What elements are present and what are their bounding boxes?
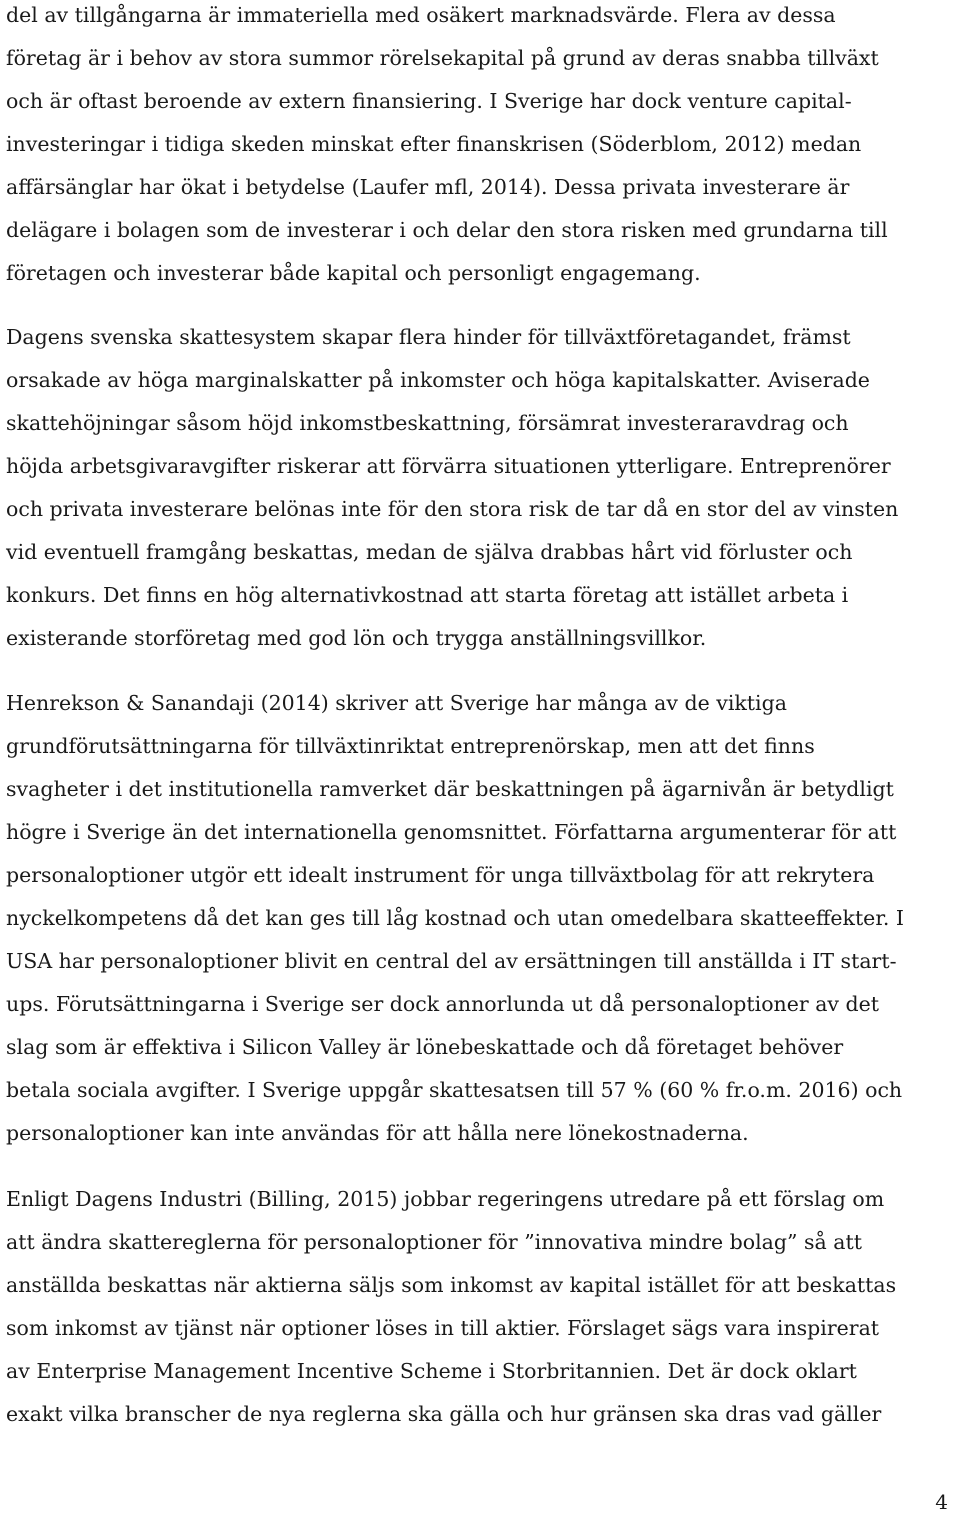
text-line: av Enterprise Management Incentive Scheme i Storbritannien. Det är dock oklart	[6, 1359, 857, 1383]
text-line: orsakade av höga marginalskatter på inkomster och höga kapitalskatter. Aviserade	[6, 368, 870, 392]
paragraph-tax-system	[6, 316, 954, 660]
text-line: höjda arbetsgivaravgifter riskerar att förvärra situationen ytterligare. Entreprenörer	[6, 454, 891, 478]
text-line: investeringar i tidiga skeden minskat efter finanskrisen (Söderblom, 2012) medan	[6, 132, 862, 156]
text-line: som inkomst av tjänst när optioner löses in till aktier. Förslaget sägs vara inspirerat	[6, 1316, 880, 1340]
text-line: personaloptioner utgör ett idealt instrument för unga tillväxtbolag för att rekrytera	[6, 863, 875, 887]
text-line: konkurs. Det finns en hög alternativkostnad att starta företag att istället arbeta i	[6, 583, 849, 607]
paragraph-henrekson-sanandaji	[6, 682, 954, 1155]
paragraph-venture-capital	[6, 0, 954, 295]
text-line: företag är i behov av stora summor rörelsekapital på grund av deras snabba tillväxt	[6, 46, 879, 70]
text-line: Dagens svenska skattesystem skapar flera hinder för tillväxtföretagandet, främst	[6, 325, 851, 349]
text-line: och privata investerare belönas inte för den stora risk de tar då en stor del av vinsten	[6, 497, 899, 521]
text-line: högre i Sverige än det internationella genomsnittet. Författarna argumenterar för att	[6, 820, 897, 844]
text-line: del av tillgångarna är immateriella med osäkert marknadsvärde. Flera av dessa	[6, 3, 836, 27]
text-line: ups. Förutsättningarna i Sverige ser dock annorlunda ut då personaloptioner av det	[6, 992, 880, 1016]
paragraph-dagens-industri	[6, 1178, 954, 1436]
text-line: Enligt Dagens Industri (Billing, 2015) jobbar regeringens utredare på ett förslag om	[6, 1187, 885, 1211]
text-line: skattehöjningar såsom höjd inkomstbeskattning, försämrat investeraravdrag och	[6, 411, 849, 435]
text-line: slag som är effektiva i Silicon Valley är lönebeskattade och då företaget behöver	[6, 1035, 844, 1059]
text-line: nyckelkompetens då det kan ges till låg kostnad och utan omedelbara skatteeffekter. I	[6, 906, 904, 930]
text-line: anställda beskattas när aktierna säljs som inkomst av kapital istället för att beskattas	[6, 1273, 897, 1297]
text-line: personaloptioner kan inte användas för att hålla nere lönekostnaderna.	[6, 1121, 749, 1145]
text-line: exakt vilka branscher de nya reglerna ska gälla och hur gränsen ska dras vad gäller	[6, 1402, 882, 1426]
text-line: delägare i bolagen som de investerar i och delar den stora risken med grundarna till	[6, 218, 888, 242]
text-line: USA har personaloptioner blivit en central del av ersättningen till anställda i IT start-	[6, 949, 897, 973]
text-line: Henrekson & Sanandaji (2014) skriver att Sverige har många av de viktiga	[6, 691, 787, 715]
text-line: företagen och investerar både kapital och personligt engagemang.	[6, 261, 701, 285]
text-line: betala sociala avgifter. I Sverige uppgår skattesatsen till 57 % (60 % fr.o.m. 2016) och	[6, 1078, 903, 1102]
text-line: att ändra skattereglerna för personaloptioner för ”innovativa mindre bolag” så att	[6, 1230, 862, 1254]
text-line: existerande storföretag med god lön och trygga anställningsvillkor.	[6, 626, 707, 650]
text-line: och är oftast beroende av extern finansiering. I Sverige har dock venture capital-	[6, 89, 852, 113]
text-line: svagheter i det institutionella ramverket där beskattningen på ägarnivån är betydligt	[6, 777, 894, 801]
text-line: grundförutsättningarna för tillväxtinriktat entreprenörskap, men att det finns	[6, 734, 815, 758]
page-number: 4	[935, 1490, 948, 1514]
text-line: affärsänglar har ökat i betydelse (Laufer mfl, 2014). Dessa privata investerare är	[6, 175, 850, 199]
text-line: vid eventuell framgång beskattas, medan de själva drabbas hårt vid förluster och	[6, 540, 853, 564]
